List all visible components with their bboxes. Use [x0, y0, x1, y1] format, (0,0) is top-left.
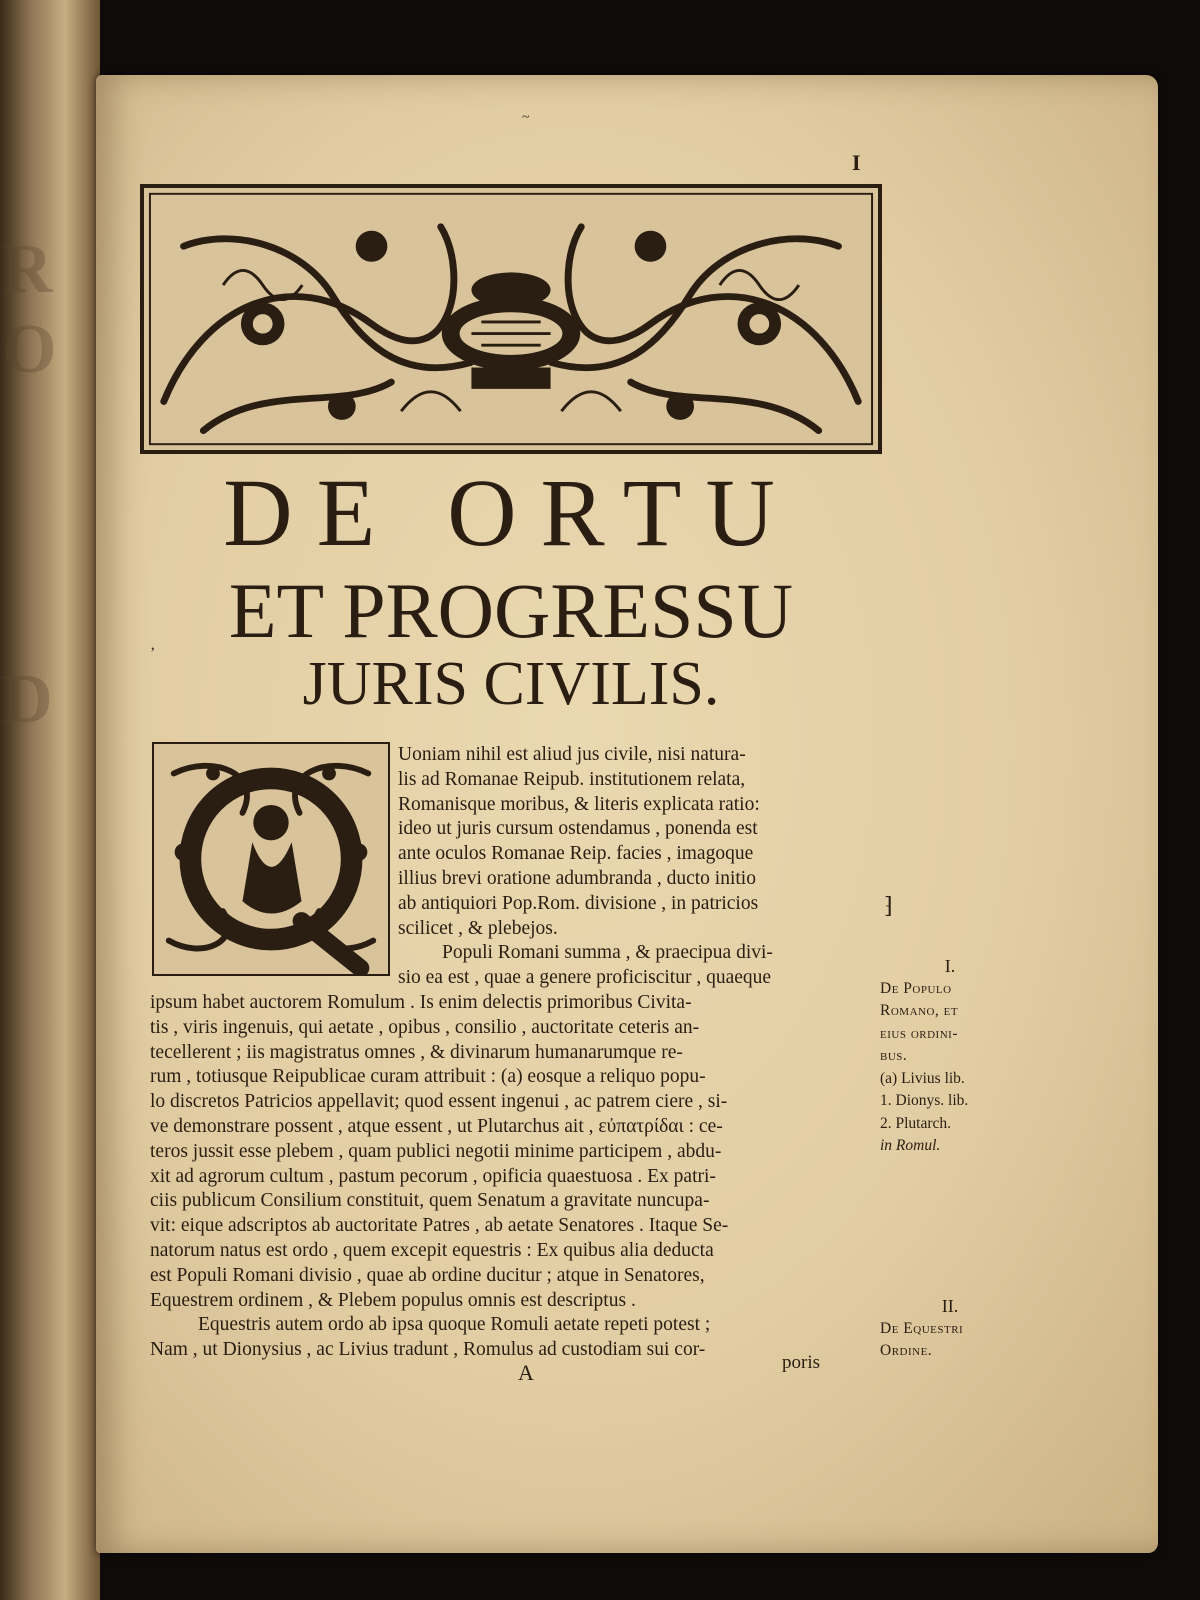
ghost-letter: R — [2, 231, 53, 308]
text-line: teros jussit esse plebem , quam publici negotii minime participem , abdu- — [150, 1140, 722, 1162]
text-line: ab antiquiori Pop.Rom. divisione , in patricios — [398, 892, 759, 914]
text-line: Equestrem ordinem , & Plebem populus omnis est descriptus . — [150, 1289, 636, 1311]
marginal-reference: 2. Plutarch. — [880, 1114, 952, 1132]
catchword: poris — [782, 1352, 820, 1373]
margin-bracket: ⁆ — [884, 893, 893, 918]
text-line: vit: eique adscriptos ab auctoritate Patres , ab aetate Senatores . Itaque Se- — [150, 1215, 729, 1237]
title-line-2: ET PROGRESSU — [228, 567, 794, 654]
title-line-3: JURIS CIVILIS. — [302, 650, 720, 718]
marginal-note-number: I. — [944, 956, 956, 976]
ghost-letter: D — [2, 661, 53, 738]
floral-headpiece-icon — [140, 184, 882, 454]
text-line: sio ea est , quae a genere proficiscitur , quaeque — [398, 967, 772, 989]
text-line: illius brevi oratione adumbranda , ducto initio — [398, 867, 756, 889]
text-line: ideo ut juris cursum ostendamus , ponenda est — [398, 818, 758, 840]
facing-page-edge — [0, 0, 100, 1600]
text-line: tecellerent ; iis magistratus omnes , & divinarum humanarumque re- — [150, 1041, 683, 1063]
text-line: Nam , ut Dionysius , ac Livius tradunt , Romulus ad custodiam sui cor- — [150, 1339, 706, 1361]
ghost-letter: O — [2, 311, 57, 388]
text-line: xit ad agrorum cultum , pastum pecorum , opificia quaestuosa . Ex patri- — [150, 1165, 716, 1187]
marginal-note-number: II. — [941, 1296, 959, 1316]
marginal-note-1 — [880, 955, 1020, 1158]
marginal-note-2 — [880, 1295, 1020, 1363]
text-line: scilicet , & plebejos. — [398, 917, 558, 939]
text-line: Populi Romani summa , & praecipua divi- — [442, 942, 773, 964]
text-line: Romanisque moribus, & literis explicata ratio: — [398, 793, 760, 815]
text-line: ciis publicum Consilium constituit, quem Senatum a gravitate nuncupa- — [150, 1190, 710, 1212]
text-line: ve demonstrare possent , atque essent , ut Plutarchus ait , εὐπατρίδαι : ce- — [150, 1115, 723, 1137]
title-line-1: DE ORTU — [223, 459, 799, 566]
body-text — [150, 743, 870, 1363]
marginal-reference: 1. Dionys. lib. — [880, 1092, 969, 1109]
text-line: ante oculos Romanae Reip. facies , imagoque — [398, 843, 754, 865]
marginal-reference: in Romul. — [880, 1137, 941, 1154]
text-line: est Populi Romani divisio , quae ab ordine ducitur ; atque in Senatores, — [150, 1264, 705, 1286]
text-line: lo discretos Patricios appellavit; quod essent ingenui , ac patrem ciere , si- — [150, 1091, 728, 1113]
text-line: tis , viris ingenuis, qui aetate , opibus , consilio , auctoritate ceteris an- — [150, 1016, 700, 1038]
text-line: lis ad Romanae Reipub. institutionem relata, — [398, 768, 746, 790]
marginal-note-line: De Equestri — [880, 1319, 964, 1337]
marginal-note-line: bus. — [880, 1047, 908, 1064]
text-line: rum , totiusque Reipublicae curam attribuit : (a) eosque a reliquo popu- — [150, 1066, 706, 1088]
top-mark: ~ — [522, 110, 530, 125]
page-number: I — [852, 150, 861, 175]
text-line: ipsum habet auctorem Romulum . Is enim delectis primoribus Civita- — [150, 991, 692, 1013]
marginal-reference: (a) Livius lib. — [880, 1069, 965, 1087]
marginal-note-line: eius ordini- — [880, 1024, 958, 1042]
marginal-note-line: De Populo — [880, 979, 952, 997]
text-line: natorum natus est ordo , quem excepit equestris : Ex quibus alia deducta — [150, 1239, 714, 1261]
text-line: Uoniam nihil est aliud jus civile, nisi natura- — [398, 744, 746, 765]
stray-mark: ʼ — [150, 645, 156, 662]
marginal-note-line: Romano, et — [880, 1002, 959, 1019]
signature-mark: A — [518, 1360, 534, 1385]
text-line: Equestris autem ordo ab ipsa quoque Romuli aetate repeti potest ; — [198, 1314, 711, 1336]
marginal-note-line: Ordine. — [880, 1342, 933, 1359]
